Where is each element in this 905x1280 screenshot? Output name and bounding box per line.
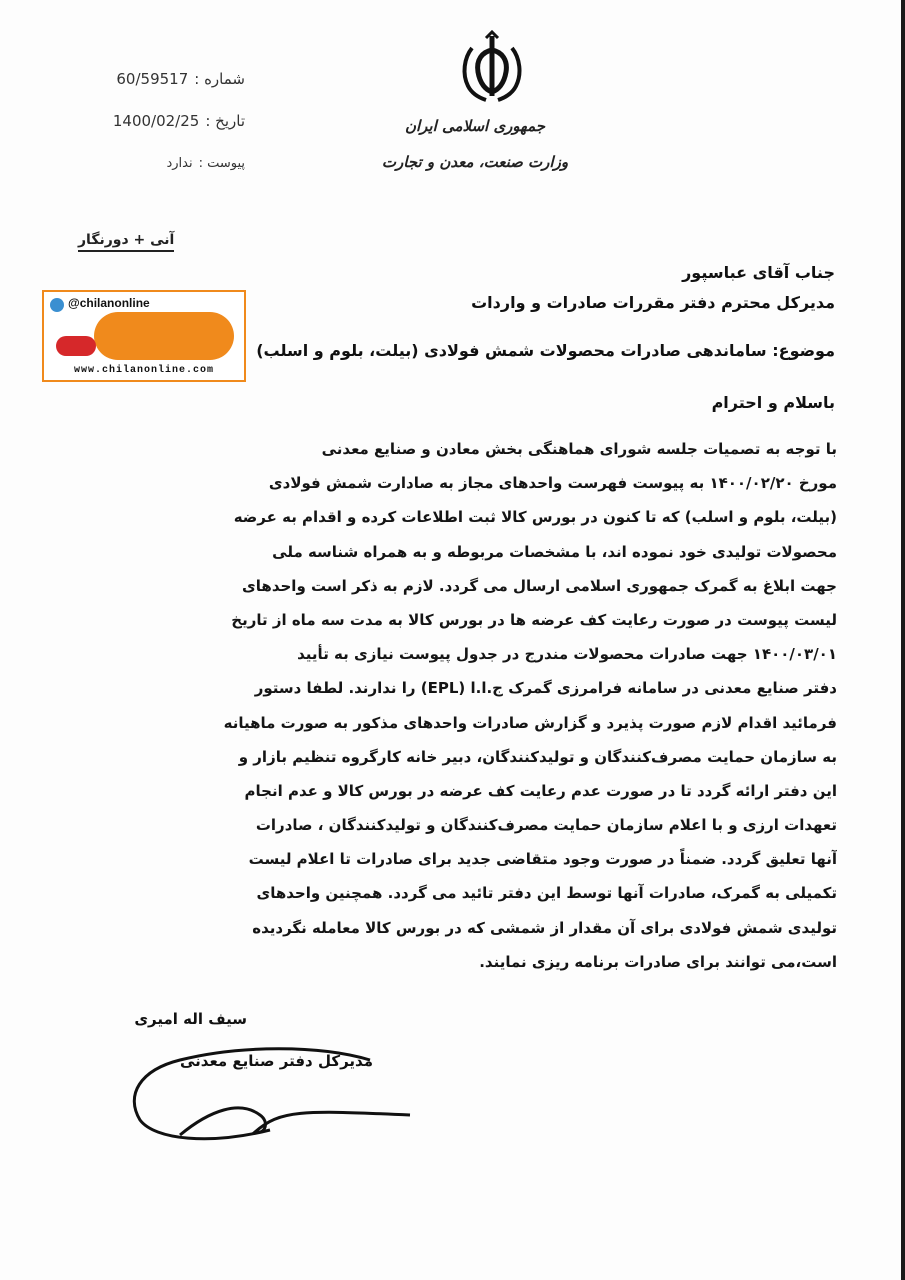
body-line: جهت ابلاغ به گمرک جمهوری اسلامی ارسال می گردد. لازم به ذکر است واحدهای bbox=[242, 576, 837, 595]
watermark-logo bbox=[42, 290, 246, 382]
watermark-site: www.chilanonline.com bbox=[73, 365, 215, 376]
body-line: لیست پیوست در صورت رعایت کف عرضه ها در بورس کالا به مدت سه ماه از تاریخ bbox=[231, 610, 837, 629]
signatory-title: مدیرکل دفتر صنایع معدنی bbox=[179, 1052, 373, 1070]
priority-note: آنی + دورنگار bbox=[78, 232, 174, 252]
brand-mark bbox=[94, 312, 234, 360]
body-line: با توجه به تصمیات جلسه شورای هماهنگی بخش معادن و صنایع معدنی bbox=[321, 440, 837, 458]
watermark-handle: @chilanonline bbox=[68, 296, 150, 310]
body-line: (بیلت، بلوم و اسلب) که تا کنون در بورس کالا ثبت اطلاعات کرده و اقدام به عرضه bbox=[233, 508, 837, 527]
signature-scribble bbox=[120, 1040, 420, 1150]
body-line: دفتر صنایع معدنی در سامانه فرامرزی گمرک ج.ا.ا (EPL) را ندارند. لطفا دستور bbox=[254, 679, 837, 698]
body-line: تعهدات ارزی و با اعلام سازمان حمایت مصرف‌کنندگان و تولیدکنندگان ، صادرات bbox=[255, 816, 837, 835]
ministry-name: وزارت صنعت، معدن و تجارت bbox=[381, 153, 569, 171]
number-value: 60/59517 bbox=[116, 70, 189, 88]
body-line: تکمیلی به گمرک، صادرات آنها توسط این دفتر تائید می گردد. همچنین واحدهای bbox=[256, 884, 837, 903]
body-line: ۱۴۰۰/۰۳/۰۱ جهت صادرات محصولات مندرج در جدول پیوست نیازی به تأیید bbox=[297, 645, 837, 664]
attachment-row bbox=[70, 142, 245, 184]
number-label: شماره : bbox=[194, 70, 245, 88]
body-line: فرمائید اقدام لازم صورت پذیرد و گزارش صادرات واحدهای مذکور به صورت ماهیانه bbox=[223, 713, 837, 732]
recipient-block bbox=[275, 258, 835, 318]
recipient-title: مدیرکل محترم دفتر مقررات صادرات و واردات bbox=[471, 293, 835, 312]
emblem-caption bbox=[380, 108, 570, 180]
body-line: تولیدی شمش فولادی برای آن مقدار از شمشی که در بورس کالا معامله نگردیده bbox=[252, 918, 837, 937]
date-value: 1400/02/25 bbox=[112, 112, 200, 130]
body-line: آنها تعلیق گردد. ضمناً در صورت وجود متقاضی جدید برای صادرات تا اعلام لیست bbox=[248, 850, 837, 869]
body-line: مورخ ۱۴۰۰/۰۲/۲۰ به پیوست فهرست واحدهای مجاز به صادارت شمش فولادی bbox=[268, 474, 837, 493]
body-line: به سازمان حمایت مصرف‌کنندگان و تولیدکنندگان، دبیر خانه کارگروه تنظیم بازار و bbox=[238, 747, 837, 766]
emblem-icon bbox=[452, 30, 532, 110]
scan-edge bbox=[901, 0, 905, 1280]
telegram-icon bbox=[50, 298, 64, 312]
subject-line: موضوع: ساماندهی صادرات محصولات شمش فولادی (بیلت، بلوم و اسلب) bbox=[256, 341, 835, 360]
letter-body bbox=[65, 432, 837, 979]
date-row bbox=[70, 100, 245, 142]
brand-mark-secondary bbox=[56, 336, 96, 356]
letter-meta bbox=[70, 58, 245, 184]
body-line: است،می توانند برای صادرات برنامه ریزی نمایند. bbox=[479, 952, 837, 971]
greeting: باسلام و احترام bbox=[711, 393, 835, 412]
body-line: این دفتر ارائه گردد تا در صورت عدم رعایت کف عرضه در بورس کالا و عدم انجام bbox=[244, 781, 837, 800]
recipient-name: جناب آقای عباسپور bbox=[682, 263, 835, 282]
date-label: تاریخ : bbox=[205, 112, 245, 130]
signatory-name: سیف اله امیری bbox=[134, 1010, 247, 1028]
attachment-value: ندارد bbox=[166, 155, 193, 171]
body-line: محصولات تولیدی خود نموده اند، با مشخصات مربوطه و به همراه شناسه ملی bbox=[272, 542, 837, 561]
republic-name: جمهوری اسلامی ایران bbox=[404, 117, 546, 135]
number-row bbox=[70, 58, 245, 100]
attachment-label: پیوست : bbox=[198, 155, 245, 171]
